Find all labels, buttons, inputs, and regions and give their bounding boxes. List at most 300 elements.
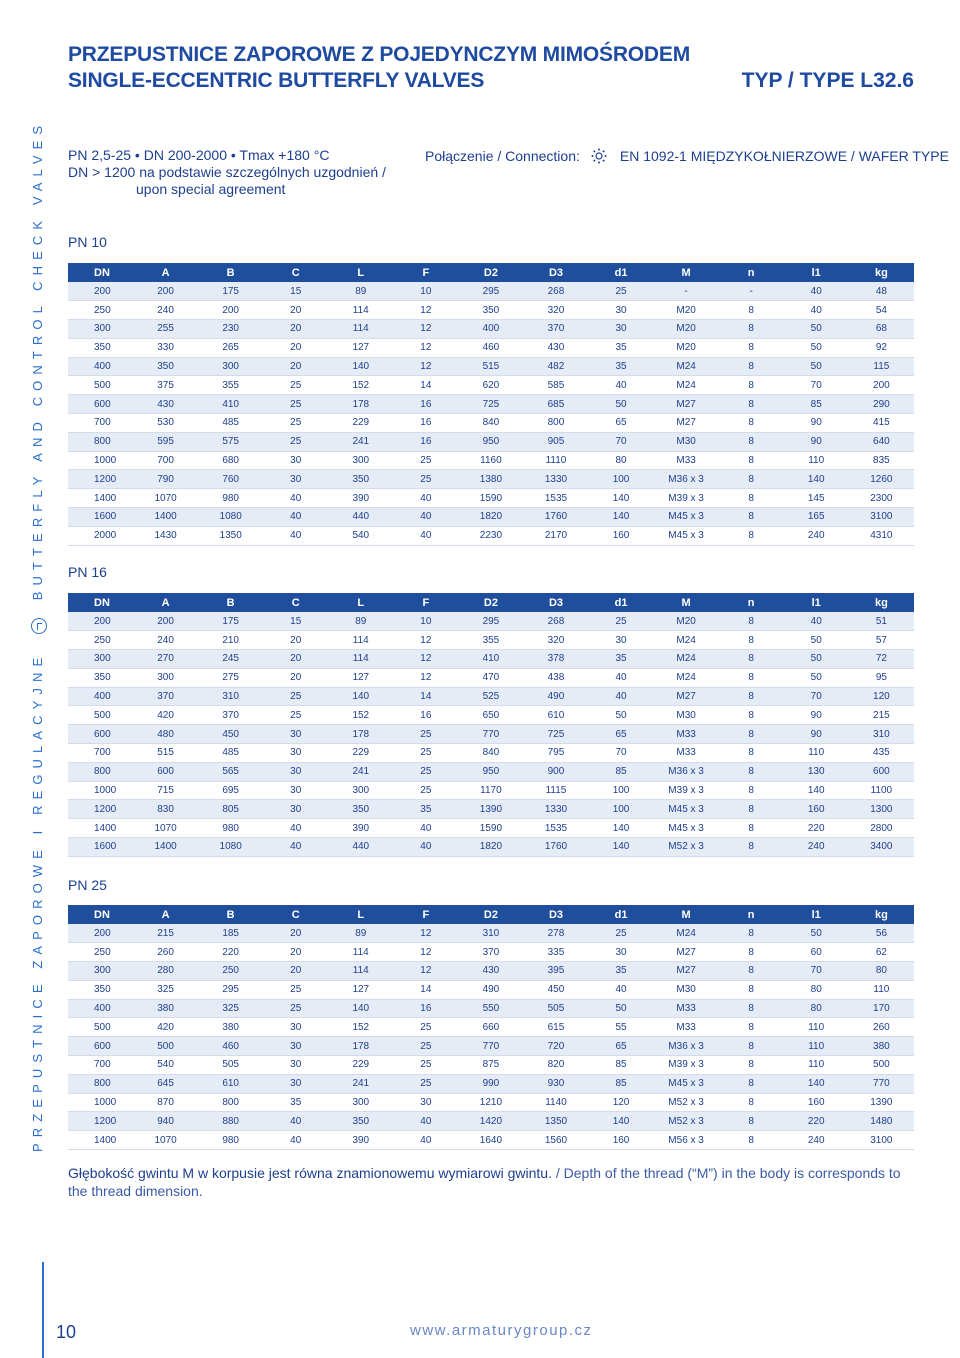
table-cell: 1760 bbox=[523, 508, 588, 527]
footer-divider bbox=[42, 1262, 44, 1358]
table-cell: 30 bbox=[393, 1093, 458, 1112]
table-pn25 bbox=[68, 905, 914, 1150]
table-cell: 8 bbox=[719, 451, 784, 470]
table-cell: 3100 bbox=[849, 508, 914, 527]
table-cell: M24 bbox=[654, 650, 719, 669]
footnote-en: / Depth of the thread (“M”) in the body is corresponds to the thread dimension. bbox=[68, 1165, 901, 1199]
table-cell: 20 bbox=[263, 943, 328, 962]
column-header: n bbox=[719, 905, 784, 924]
table-pn16 bbox=[68, 593, 914, 857]
table-cell: 300 bbox=[68, 650, 133, 669]
table-cell: 10 bbox=[393, 282, 458, 301]
table-cell: 8 bbox=[719, 414, 784, 433]
table-cell: 114 bbox=[328, 631, 393, 650]
table-cell: 1070 bbox=[133, 1131, 198, 1150]
table-row bbox=[68, 943, 914, 962]
column-header: M bbox=[654, 593, 719, 612]
table-cell: M24 bbox=[654, 924, 719, 943]
side-category-label bbox=[30, 119, 47, 1152]
table-cell: 229 bbox=[328, 744, 393, 763]
table-cell: 25 bbox=[393, 451, 458, 470]
table-row bbox=[68, 1056, 914, 1075]
table-cell: 241 bbox=[328, 432, 393, 451]
table-cell: 525 bbox=[458, 687, 523, 706]
table-cell: 350 bbox=[328, 800, 393, 819]
table-cell: 1070 bbox=[133, 819, 198, 838]
table-cell: 30 bbox=[263, 800, 328, 819]
table-cell: 120 bbox=[589, 1093, 654, 1112]
table-cell: 40 bbox=[589, 668, 654, 687]
table-cell: 245 bbox=[198, 650, 263, 669]
table-cell: 70 bbox=[784, 687, 849, 706]
table-cell: 20 bbox=[263, 301, 328, 320]
table-cell: 100 bbox=[589, 470, 654, 489]
table-cell: 241 bbox=[328, 762, 393, 781]
table-cell: 80 bbox=[784, 980, 849, 999]
table-row bbox=[68, 526, 914, 545]
table-cell: 90 bbox=[784, 706, 849, 725]
connection-spec bbox=[425, 147, 949, 165]
table-cell: 950 bbox=[458, 762, 523, 781]
spec-line-pressure: PN 2,5-25 • DN 200-2000 • Tmax +180 °C bbox=[68, 147, 330, 163]
table-cell: 355 bbox=[198, 376, 263, 395]
column-header: B bbox=[198, 263, 263, 282]
table-cell: 1640 bbox=[458, 1131, 523, 1150]
table-cell: 175 bbox=[198, 612, 263, 631]
table-cell: 40 bbox=[784, 301, 849, 320]
table-cell: 229 bbox=[328, 414, 393, 433]
table-cell: 1820 bbox=[458, 838, 523, 857]
table-cell: M24 bbox=[654, 357, 719, 376]
table-cell: 390 bbox=[328, 819, 393, 838]
table-cell: M30 bbox=[654, 432, 719, 451]
table-cell: 114 bbox=[328, 943, 393, 962]
table-cell: 220 bbox=[784, 819, 849, 838]
table-cell: 435 bbox=[849, 744, 914, 763]
table-cell: 35 bbox=[393, 800, 458, 819]
column-header: A bbox=[133, 905, 198, 924]
table-cell: 120 bbox=[849, 687, 914, 706]
column-header: C bbox=[263, 263, 328, 282]
side-label-pl: PRZEPUSTNICE ZAPOROWE I REGULACYJNE bbox=[30, 651, 45, 1152]
table-cell: 410 bbox=[198, 395, 263, 414]
table-cell: 1400 bbox=[68, 819, 133, 838]
table-cell: 8 bbox=[719, 1112, 784, 1131]
table-row bbox=[68, 414, 914, 433]
table-cell: 255 bbox=[133, 320, 198, 339]
table-cell: 110 bbox=[849, 980, 914, 999]
table-cell: 8 bbox=[719, 943, 784, 962]
table-cell: 25 bbox=[393, 725, 458, 744]
table-cell: 80 bbox=[589, 451, 654, 470]
table-cell: 390 bbox=[328, 489, 393, 508]
column-header: L bbox=[328, 593, 393, 612]
table-pn10 bbox=[68, 263, 914, 546]
table-cell: 1400 bbox=[68, 1131, 133, 1150]
table-row bbox=[68, 819, 914, 838]
table-cell: 185 bbox=[198, 924, 263, 943]
table-cell: 1070 bbox=[133, 489, 198, 508]
table-cell: 1600 bbox=[68, 508, 133, 527]
table-cell: 1160 bbox=[458, 451, 523, 470]
table-cell: 1210 bbox=[458, 1093, 523, 1112]
table-cell: 110 bbox=[784, 744, 849, 763]
table-cell: 1000 bbox=[68, 781, 133, 800]
table-cell: 25 bbox=[393, 470, 458, 489]
table-cell: 720 bbox=[523, 1037, 588, 1056]
table-cell: 430 bbox=[458, 962, 523, 981]
table-cell: 800 bbox=[68, 432, 133, 451]
table-cell: 1140 bbox=[523, 1093, 588, 1112]
table-cell: 35 bbox=[589, 962, 654, 981]
table-cell: 25 bbox=[589, 612, 654, 631]
table-cell: 310 bbox=[458, 924, 523, 943]
table-cell: 8 bbox=[719, 1037, 784, 1056]
column-header: A bbox=[133, 263, 198, 282]
table-cell: 95 bbox=[849, 668, 914, 687]
table-cell: 795 bbox=[523, 744, 588, 763]
table-cell: 115 bbox=[849, 357, 914, 376]
table-cell: 335 bbox=[523, 943, 588, 962]
table-cell: 260 bbox=[849, 1018, 914, 1037]
table-cell: 940 bbox=[133, 1112, 198, 1131]
table-cell: 12 bbox=[393, 338, 458, 357]
table-cell: 230 bbox=[198, 320, 263, 339]
table-cell: 12 bbox=[393, 668, 458, 687]
table-cell: 8 bbox=[719, 1093, 784, 1112]
table-cell: 12 bbox=[393, 631, 458, 650]
table-row bbox=[68, 762, 914, 781]
table-cell: 830 bbox=[133, 800, 198, 819]
table-cell: 950 bbox=[458, 432, 523, 451]
column-header: l1 bbox=[784, 905, 849, 924]
table-cell: 215 bbox=[849, 706, 914, 725]
table-cell: 8 bbox=[719, 800, 784, 819]
column-header: L bbox=[328, 905, 393, 924]
table-cell: 114 bbox=[328, 320, 393, 339]
table-cell: 178 bbox=[328, 725, 393, 744]
table-cell: 140 bbox=[589, 1112, 654, 1131]
table-cell: 20 bbox=[263, 668, 328, 687]
table-cell: 600 bbox=[849, 762, 914, 781]
table-cell: 25 bbox=[393, 762, 458, 781]
table-row bbox=[68, 687, 914, 706]
table-cell: 200 bbox=[133, 282, 198, 301]
table-cell: 200 bbox=[68, 612, 133, 631]
table-cell: 35 bbox=[589, 338, 654, 357]
column-header: A bbox=[133, 593, 198, 612]
title-english: SINGLE-ECCENTRIC BUTTERFLY VALVES bbox=[68, 69, 485, 92]
table-cell: 92 bbox=[849, 338, 914, 357]
table-cell: 200 bbox=[68, 924, 133, 943]
table-row bbox=[68, 668, 914, 687]
table-cell: 680 bbox=[198, 451, 263, 470]
table-cell: M45 x 3 bbox=[654, 800, 719, 819]
table-cell: M33 bbox=[654, 744, 719, 763]
table-cell: 16 bbox=[393, 414, 458, 433]
table-cell: 430 bbox=[133, 395, 198, 414]
table-cell: 370 bbox=[523, 320, 588, 339]
table-cell: 300 bbox=[68, 962, 133, 981]
table-cell: 8 bbox=[719, 432, 784, 451]
table-cell: 140 bbox=[328, 357, 393, 376]
table-cell: 500 bbox=[133, 1037, 198, 1056]
table-cell: 480 bbox=[133, 725, 198, 744]
table-cell: 410 bbox=[458, 650, 523, 669]
table-cell: 85 bbox=[589, 1074, 654, 1093]
table-cell: 355 bbox=[458, 631, 523, 650]
table-cell: 485 bbox=[198, 744, 263, 763]
table-cell: 470 bbox=[458, 668, 523, 687]
table-cell: 2300 bbox=[849, 489, 914, 508]
table-cell: 515 bbox=[133, 744, 198, 763]
table-row bbox=[68, 631, 914, 650]
table-cell: 700 bbox=[68, 744, 133, 763]
table-cell: 110 bbox=[784, 1037, 849, 1056]
table-cell: 160 bbox=[784, 800, 849, 819]
table-cell: 100 bbox=[589, 781, 654, 800]
table-cell: 600 bbox=[68, 725, 133, 744]
table-cell: 1170 bbox=[458, 781, 523, 800]
table-cell: 40 bbox=[393, 508, 458, 527]
table-cell: 220 bbox=[198, 943, 263, 962]
table-cell: 54 bbox=[849, 301, 914, 320]
table-cell: 260 bbox=[133, 943, 198, 962]
table-cell: 500 bbox=[68, 706, 133, 725]
table-cell: 110 bbox=[784, 451, 849, 470]
table-cell: 400 bbox=[68, 999, 133, 1018]
table-cell: 72 bbox=[849, 650, 914, 669]
table-cell: 1535 bbox=[523, 819, 588, 838]
table-cell: 450 bbox=[523, 980, 588, 999]
table-cell: 540 bbox=[328, 526, 393, 545]
website-link[interactable]: www.armaturygroup.cz bbox=[410, 1322, 593, 1339]
table-cell: 140 bbox=[784, 781, 849, 800]
table-cell: 330 bbox=[133, 338, 198, 357]
table-cell: 40 bbox=[263, 819, 328, 838]
table-cell: 14 bbox=[393, 687, 458, 706]
table-cell: 2170 bbox=[523, 526, 588, 545]
spec-line-agreement: DN > 1200 na podstawie szczególnych uzgodnień / bbox=[68, 164, 386, 180]
column-header: F bbox=[393, 905, 458, 924]
table-cell: 415 bbox=[849, 414, 914, 433]
table-cell: 30 bbox=[589, 943, 654, 962]
table-cell: 375 bbox=[133, 376, 198, 395]
table-cell: 1535 bbox=[523, 489, 588, 508]
table-cell: 550 bbox=[458, 999, 523, 1018]
table-cell: M33 bbox=[654, 999, 719, 1018]
table-cell: 8 bbox=[719, 338, 784, 357]
table-cell: M33 bbox=[654, 725, 719, 744]
table-cell: 320 bbox=[523, 631, 588, 650]
table-cell: 8 bbox=[719, 838, 784, 857]
table-row bbox=[68, 508, 914, 527]
table-cell: 40 bbox=[589, 980, 654, 999]
table-cell: 70 bbox=[589, 432, 654, 451]
table-row bbox=[68, 962, 914, 981]
table-cell: 48 bbox=[849, 282, 914, 301]
table-cell: 980 bbox=[198, 1131, 263, 1150]
table-cell: M39 x 3 bbox=[654, 1056, 719, 1075]
table-cell: 460 bbox=[198, 1037, 263, 1056]
table-cell: 325 bbox=[133, 980, 198, 999]
table-cell: 16 bbox=[393, 999, 458, 1018]
table-cell: 575 bbox=[198, 432, 263, 451]
table-header-row bbox=[68, 263, 914, 282]
table-cell: 110 bbox=[784, 1018, 849, 1037]
table-cell: 30 bbox=[589, 301, 654, 320]
table-cell: 505 bbox=[523, 999, 588, 1018]
table-cell: 240 bbox=[133, 301, 198, 320]
table-cell: 320 bbox=[523, 301, 588, 320]
table-cell: 140 bbox=[784, 470, 849, 489]
table-row bbox=[68, 1093, 914, 1112]
table-cell: 25 bbox=[263, 376, 328, 395]
table-cell: 14 bbox=[393, 980, 458, 999]
table-cell: 25 bbox=[263, 414, 328, 433]
table-cell: 700 bbox=[133, 451, 198, 470]
table-cell: 175 bbox=[198, 282, 263, 301]
table-cell: M27 bbox=[654, 414, 719, 433]
table-cell: 660 bbox=[458, 1018, 523, 1037]
column-header: B bbox=[198, 593, 263, 612]
table-cell: 420 bbox=[133, 706, 198, 725]
table-cell: 1590 bbox=[458, 819, 523, 838]
table-cell: 270 bbox=[133, 650, 198, 669]
table-cell: 35 bbox=[589, 357, 654, 376]
table-cell: 40 bbox=[393, 1112, 458, 1131]
table-cell: 160 bbox=[784, 1093, 849, 1112]
column-header: d1 bbox=[589, 905, 654, 924]
table-cell: 40 bbox=[393, 526, 458, 545]
table-cell: 130 bbox=[784, 762, 849, 781]
table-cell: 12 bbox=[393, 301, 458, 320]
table-row bbox=[68, 1037, 914, 1056]
column-header: D3 bbox=[523, 263, 588, 282]
section-title-pn16: PN 16 bbox=[68, 564, 107, 580]
table-cell: 1350 bbox=[198, 526, 263, 545]
table-cell: 482 bbox=[523, 357, 588, 376]
table-cell: M52 x 3 bbox=[654, 1112, 719, 1131]
table-cell: 241 bbox=[328, 1074, 393, 1093]
table-cell: 300 bbox=[328, 781, 393, 800]
table-cell: 800 bbox=[68, 762, 133, 781]
table-cell: 30 bbox=[263, 762, 328, 781]
table-cell: 438 bbox=[523, 668, 588, 687]
table-cell: 800 bbox=[523, 414, 588, 433]
side-label-en: BUTTERFLY AND CONTROL CHECK VALVES bbox=[30, 119, 45, 601]
table-cell: 1760 bbox=[523, 838, 588, 857]
table-cell: 25 bbox=[393, 1056, 458, 1075]
table-cell: 770 bbox=[458, 1037, 523, 1056]
table-cell: 70 bbox=[784, 962, 849, 981]
table-cell: 16 bbox=[393, 395, 458, 414]
table-cell: 250 bbox=[68, 943, 133, 962]
column-header: C bbox=[263, 593, 328, 612]
table-cell: 715 bbox=[133, 781, 198, 800]
table-cell: 1560 bbox=[523, 1131, 588, 1150]
table-cell: 40 bbox=[589, 687, 654, 706]
table-cell: 790 bbox=[133, 470, 198, 489]
table-cell: 600 bbox=[68, 395, 133, 414]
column-header: kg bbox=[849, 593, 914, 612]
table-cell: 250 bbox=[68, 631, 133, 650]
table-cell: 1200 bbox=[68, 470, 133, 489]
table-cell: 300 bbox=[198, 357, 263, 376]
table-cell: 12 bbox=[393, 650, 458, 669]
table-cell: 35 bbox=[589, 650, 654, 669]
table-cell: 30 bbox=[263, 451, 328, 470]
table-cell: 565 bbox=[198, 762, 263, 781]
table-cell: 515 bbox=[458, 357, 523, 376]
table-cell: 1390 bbox=[458, 800, 523, 819]
table-cell: 840 bbox=[458, 414, 523, 433]
table-cell: 1480 bbox=[849, 1112, 914, 1131]
table-cell: 20 bbox=[263, 650, 328, 669]
table-cell: 1330 bbox=[523, 470, 588, 489]
table-cell: 1110 bbox=[523, 451, 588, 470]
table-header-row bbox=[68, 905, 914, 924]
table-cell: 485 bbox=[198, 414, 263, 433]
table-cell: 490 bbox=[458, 980, 523, 999]
table-cell: 215 bbox=[133, 924, 198, 943]
table-cell: 40 bbox=[263, 1112, 328, 1131]
table-cell: 1380 bbox=[458, 470, 523, 489]
column-header: n bbox=[719, 593, 784, 612]
table-cell: 40 bbox=[393, 489, 458, 508]
table-cell: M33 bbox=[654, 1018, 719, 1037]
table-cell: 62 bbox=[849, 943, 914, 962]
connection-label: Połączenie / Connection: bbox=[425, 147, 580, 164]
table-cell: M27 bbox=[654, 943, 719, 962]
table-cell: 8 bbox=[719, 687, 784, 706]
table-cell: 56 bbox=[849, 924, 914, 943]
table-cell: 8 bbox=[719, 962, 784, 981]
table-cell: 350 bbox=[68, 338, 133, 357]
table-cell: 585 bbox=[523, 376, 588, 395]
table-cell: M20 bbox=[654, 301, 719, 320]
table-cell: 460 bbox=[458, 338, 523, 357]
table-cell: 210 bbox=[198, 631, 263, 650]
table-cell: 700 bbox=[68, 1056, 133, 1075]
table-row bbox=[68, 1112, 914, 1131]
column-header: DN bbox=[68, 263, 133, 282]
table-cell: 265 bbox=[198, 338, 263, 357]
table-cell: 65 bbox=[589, 1037, 654, 1056]
column-header: l1 bbox=[784, 593, 849, 612]
table-cell: 60 bbox=[784, 943, 849, 962]
column-header: B bbox=[198, 905, 263, 924]
table-cell: 10 bbox=[393, 612, 458, 631]
table-cell: 140 bbox=[328, 999, 393, 1018]
table-cell: M24 bbox=[654, 631, 719, 650]
table-cell: 1000 bbox=[68, 451, 133, 470]
table-cell: 30 bbox=[589, 631, 654, 650]
table-cell: 25 bbox=[589, 282, 654, 301]
table-cell: 51 bbox=[849, 612, 914, 631]
table-cell: 370 bbox=[458, 943, 523, 962]
table-cell: 840 bbox=[458, 744, 523, 763]
table-cell: 160 bbox=[589, 526, 654, 545]
table-cell: 400 bbox=[68, 357, 133, 376]
table-cell: M36 x 3 bbox=[654, 470, 719, 489]
table-cell: 30 bbox=[263, 781, 328, 800]
table-cell: 240 bbox=[784, 1131, 849, 1150]
table-cell: 280 bbox=[133, 962, 198, 981]
table-cell: 980 bbox=[198, 489, 263, 508]
table-cell: 770 bbox=[849, 1074, 914, 1093]
table-cell: 15 bbox=[263, 282, 328, 301]
